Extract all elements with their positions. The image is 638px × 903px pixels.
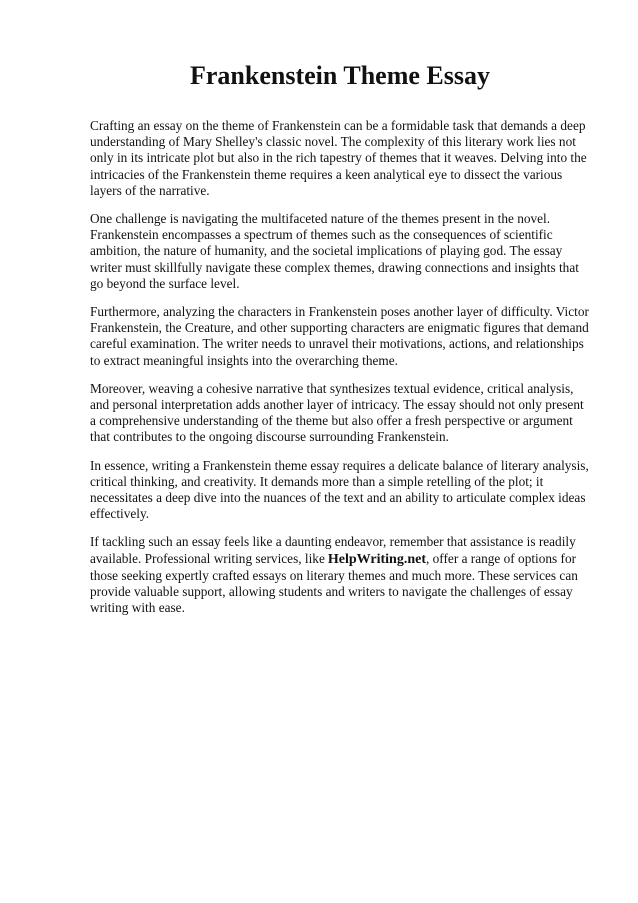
document-body (90, 118, 590, 616)
paragraph-5: In essence, writing a Frankenstein theme essay requires a delicate balance of literary analysis, critical thinking, and creativity. It demands more than a simple retelling of the plot; it necessitates a deep dive into the nuances of the text and an ability to articulate complex ideas effectively. (90, 457, 589, 522)
paragraph-4: Moreover, weaving a cohesive narrative that synthesizes textual evidence, critical analysis, and personal interpretation adds another layer of intricacy. The essay should not only present a comprehensive understanding of the theme but also offer a fresh perspective or argument that contributes to the ongoing discourse surrounding Frankenstein. (90, 380, 584, 445)
document-title: Frankenstein Theme Essay (190, 61, 490, 90)
paragraph-6 (90, 534, 590, 616)
paragraph-1: Crafting an essay on the theme of Frankenstein can be a formidable task that demands a deep understanding of Mary Shelley's classic novel. The complexity of this literary work lies not only in its intricate plot but also in the rich tapestry of themes that it weaves. Delving into the intricacies of the Frankenstein theme requires a keen analytical eye to dissect the various layers of the narrative. (90, 118, 587, 198)
paragraph-2: One challenge is navigating the multifaceted nature of the themes present in the novel. Frankenstein encompasses a spectrum of themes such as the consequences of scientific ambition, the nature of humanity, and the societal implications of playing god. The essay writer must skillfully navigate these complex themes, drawing connections and insights that go beyond the surface level. (90, 211, 579, 291)
paragraph-3: Furthermore, analyzing the characters in Frankenstein poses another layer of difficulty. Victor Frankenstein, the Creature, and other supporting characters are enigmatic figures that demand careful examination. The writer needs to unravel their motivations, actions, and relationships to extract meaningful insights into the overarching theme. (90, 304, 589, 368)
paragraph-6-after: , offer a range of options for those seeking expertly crafted essays on literary themes and much more. These services can provide valuable support, allowing students and writers to navigate the challenges of essay writing with ease. (90, 550, 578, 616)
brand-link[interactable]: HelpWriting.net (327, 551, 426, 567)
paragraph-6-before: If tackling such an essay feels like a daunting endeavor, remember that assistance is readily available. Professional writing services, like (90, 534, 576, 566)
